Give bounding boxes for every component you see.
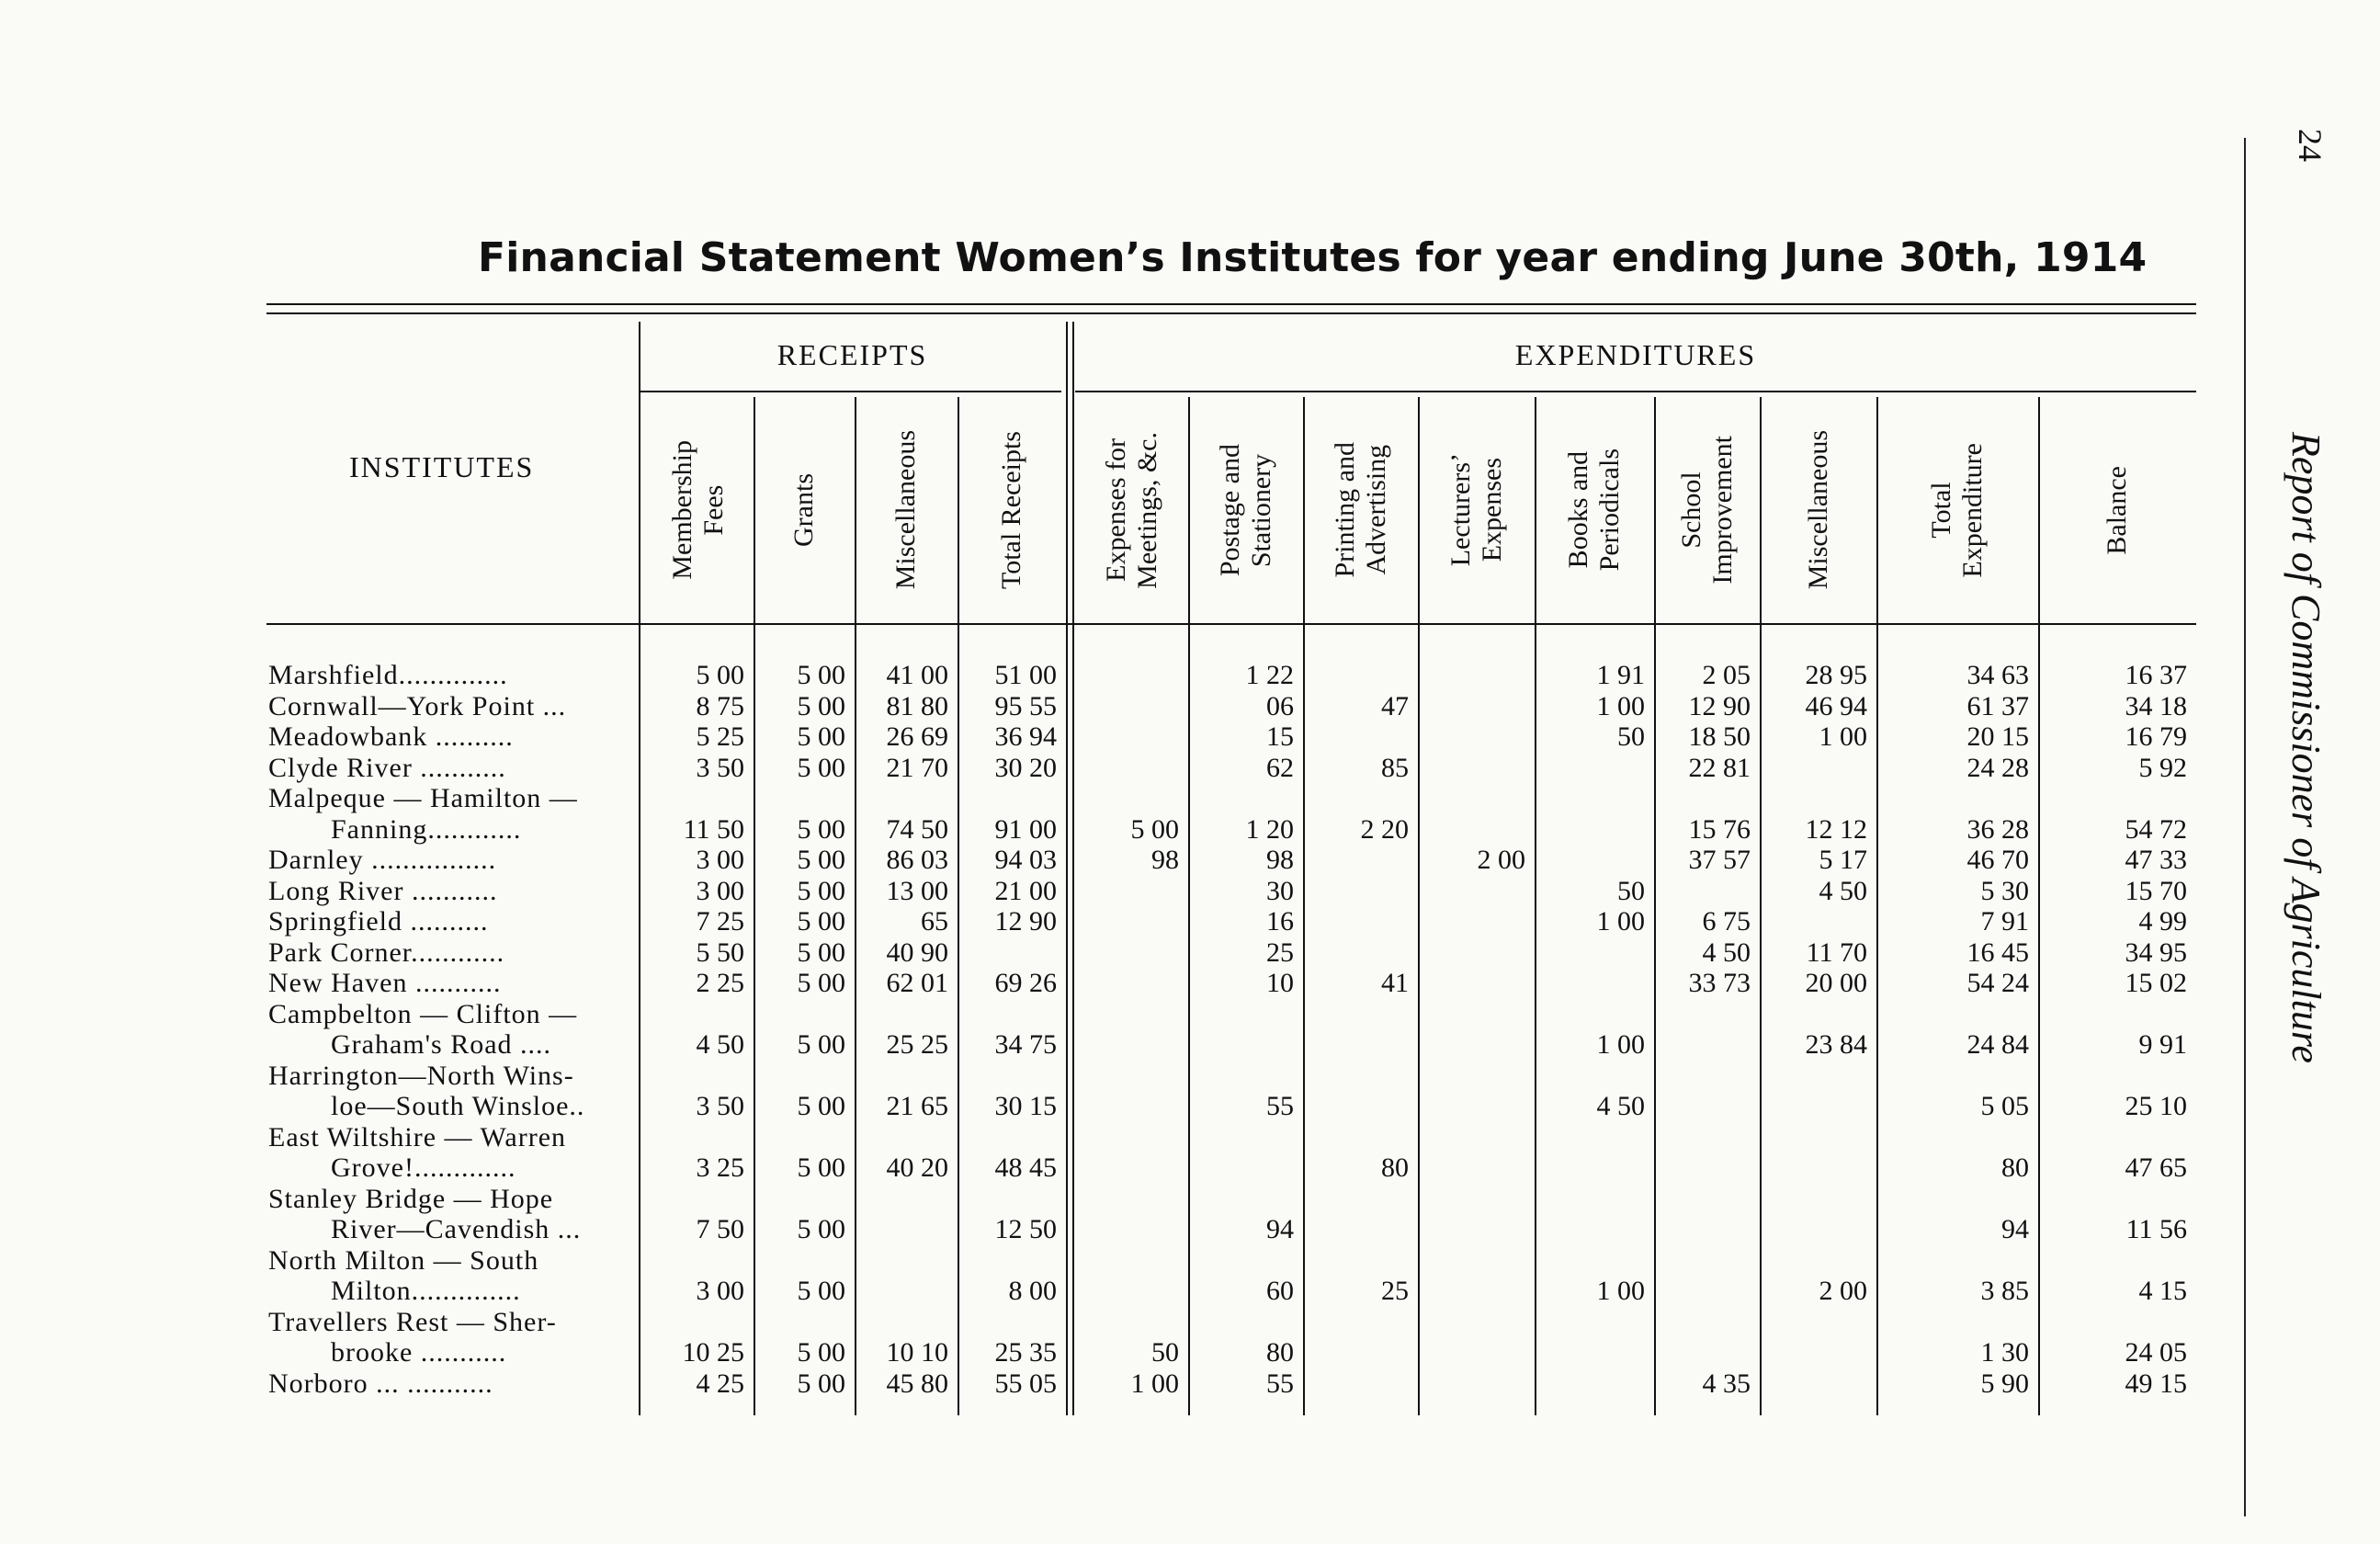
cell-books-periodicals: 50 [1617,721,1645,752]
cell-membership-fees: 5 50 [696,937,744,968]
column-header-label: Lecturers’ Expenses [1445,453,1507,567]
cell-total-receipts: 12 50 [994,1214,1057,1244]
cell-meeting-expenses: 98 [1151,845,1179,875]
cell-postage-stationery: 98 [1266,845,1294,875]
column-divider [1066,322,1068,1415]
institute-name: North Milton — South [268,1244,539,1276]
cell-receipts-misc: 74 50 [886,813,948,845]
cell-expenditure-misc: 23 84 [1805,1029,1867,1060]
cell-total-expenditure: 61 37 [1966,690,2029,721]
column-header-label: Total Receipts [996,430,1026,590]
cell-school-improvement: 33 73 [1688,968,1751,998]
column-header-grants [754,404,855,616]
institute-name: Harrington—North Wins- [268,1060,574,1091]
cell-grants: 5 00 [797,1152,845,1183]
cell-total-expenditure: 46 70 [1966,845,2029,875]
cell-receipts-misc: 21 70 [886,752,948,783]
page-title: Financial Statement Women’s Institutes for year ending June 30th, 1914 [478,234,2148,281]
cell-receipts-misc: 25 25 [886,1029,948,1060]
cell-postage-stationery: 10 [1266,968,1294,998]
cell-total-expenditure: 16 45 [1966,937,2029,968]
column-header-label: Books and Periodicals [1563,448,1625,572]
cell-receipts-misc: 81 80 [886,690,948,721]
cell-receipts-misc: 65 [921,906,948,937]
column-header-label: Membership Fees [667,440,729,580]
column-header-total-expenditure [1876,404,2038,616]
cell-printing-advertising: 85 [1381,752,1409,783]
cell-total-receipts: 48 45 [994,1152,1057,1183]
institute-name: Park Corner............ [268,937,505,968]
cell-receipts-misc: 21 65 [886,1091,948,1121]
column-header-lecturers-expenses [1418,404,1535,616]
cell-total-receipts: 95 55 [994,690,1057,721]
cell-school-improvement: 6 75 [1702,906,1751,937]
institute-name: loe—South Winsloe.. [331,1091,585,1121]
cell-total-receipts: 36 94 [994,721,1057,752]
institute-name: Malpeque — Hamilton — [268,783,578,813]
cell-receipts-misc: 10 10 [886,1337,948,1368]
margin-line [2244,138,2246,1516]
cell-postage-stationery: 62 [1266,752,1294,783]
cell-membership-fees: 8 75 [696,690,744,721]
cell-total-expenditure: 1 30 [1980,1337,2029,1368]
cell-printing-advertising: 41 [1381,968,1409,998]
cell-grants: 5 00 [797,690,845,721]
cell-school-improvement: 4 35 [1702,1368,1751,1399]
cell-meeting-expenses: 1 00 [1130,1368,1179,1399]
institute-name: East Wiltshire — Warren [268,1121,567,1152]
cell-membership-fees: 4 25 [696,1368,744,1399]
institute-name: Long River ........... [268,875,498,906]
cell-school-improvement: 15 76 [1688,813,1751,845]
cell-balance: 34 95 [2125,937,2187,968]
cell-total-receipts: 8 00 [1008,1276,1057,1306]
cell-total-expenditure: 3 85 [1980,1276,2029,1306]
cell-balance: 15 02 [2125,968,2187,998]
cell-balance: 34 18 [2125,690,2187,721]
cell-membership-fees: 3 00 [696,1276,744,1306]
receipts-underline [639,391,1061,392]
cell-expenditure-misc: 46 94 [1805,690,1867,721]
cell-expenditure-misc: 28 95 [1805,660,1867,690]
column-header-label: Grants [788,473,819,547]
cell-membership-fees: 2 25 [696,968,744,998]
cell-books-periodicals: 1 00 [1596,690,1645,721]
cell-postage-stationery: 30 [1266,875,1294,906]
cell-total-receipts: 30 15 [994,1091,1057,1121]
cell-grants: 5 00 [797,845,845,875]
cell-expenditure-misc: 5 17 [1819,845,1867,875]
top-rule-2 [266,312,2196,314]
cell-total-receipts: 21 00 [994,875,1057,906]
cell-printing-advertising: 25 [1381,1276,1409,1306]
cell-grants: 5 00 [797,968,845,998]
institute-name: Cornwall—York Point ... [268,690,567,721]
cell-balance: 54 72 [2125,813,2187,845]
cell-balance: 4 15 [2138,1276,2187,1306]
cell-receipts-misc: 45 80 [886,1368,948,1399]
column-header-label: Balance [2102,465,2132,555]
cell-total-expenditure: 5 30 [1980,875,2029,906]
cell-school-improvement: 18 50 [1688,721,1751,752]
cell-total-receipts: 51 00 [994,660,1057,690]
cell-postage-stationery: 80 [1266,1337,1294,1368]
column-header-membership-fees [643,404,754,616]
cell-school-improvement: 4 50 [1702,937,1751,968]
cell-postage-stationery: 55 [1266,1368,1294,1399]
column-header-label: School Improvement [1675,436,1738,585]
cell-grants: 5 00 [797,1091,845,1121]
cell-receipts-misc: 62 01 [886,968,948,998]
cell-lecturers-expenses: 2 00 [1477,845,1525,875]
column-header-label: Miscellaneous [890,430,921,590]
institute-name: Darnley ................ [268,845,497,875]
cell-total-receipts: 91 00 [994,813,1057,845]
cell-receipts-misc: 40 20 [886,1152,948,1183]
cell-meeting-expenses: 5 00 [1130,813,1179,845]
cell-postage-stationery: 25 [1266,937,1294,968]
cell-receipts-misc: 86 03 [886,845,948,875]
cell-balance: 16 79 [2125,721,2187,752]
cell-total-receipts: 55 05 [994,1368,1057,1399]
cell-total-expenditure: 36 28 [1966,813,2029,845]
cell-receipts-misc: 41 00 [886,660,948,690]
cell-expenditure-misc: 4 50 [1819,875,1867,906]
column-header-meeting-expenses [1075,404,1188,616]
institute-name: Milton.............. [331,1276,521,1306]
cell-grants: 5 00 [797,721,845,752]
column-header-label: Printing and Advertising [1329,442,1391,578]
institute-name: Springfield .......... [268,906,489,937]
cell-grants: 5 00 [797,813,845,845]
side-margin [2265,129,2339,1507]
institute-name: Meadowbank .......... [268,721,514,752]
institute-name: Marshfield.............. [268,660,508,690]
cell-balance: 24 05 [2125,1337,2187,1368]
cell-school-improvement: 2 05 [1702,660,1751,690]
top-rule [266,303,2196,305]
cell-books-periodicals: 1 91 [1596,660,1645,690]
cell-balance: 9 91 [2138,1029,2187,1060]
cell-expenditure-misc: 12 12 [1805,813,1867,845]
institute-name: Grove!............. [331,1152,516,1183]
cell-total-receipts: 69 26 [994,968,1057,998]
cell-total-expenditure: 5 90 [1980,1368,2029,1399]
cell-expenditure-misc: 2 00 [1819,1276,1867,1306]
column-header-school-improvement [1654,404,1760,616]
cell-grants: 5 00 [797,1029,845,1060]
cell-total-expenditure: 80 [2001,1152,2029,1183]
institute-name: Norboro ... ........... [268,1368,493,1399]
cell-postage-stationery: 06 [1266,690,1294,721]
cell-balance: 16 37 [2125,660,2187,690]
cell-membership-fees: 7 25 [696,906,744,937]
column-header-label: Total Expenditure [1926,442,1988,578]
cell-membership-fees: 3 00 [696,875,744,906]
cell-balance: 4 99 [2138,906,2187,937]
cell-printing-advertising: 2 20 [1360,813,1409,845]
page-number: 24 [2292,129,2329,162]
cell-receipts-misc: 13 00 [886,875,948,906]
column-header-receipts-misc [855,404,958,616]
cell-expenditure-misc: 11 70 [1806,937,1867,968]
cell-grants: 5 00 [797,875,845,906]
institute-name: Fanning............ [331,813,522,845]
cell-meeting-expenses: 50 [1151,1337,1179,1368]
cell-total-expenditure: 34 63 [1966,660,2029,690]
cell-membership-fees: 5 25 [696,721,744,752]
column-header-label: Expenses for Meetings, &c. [1100,431,1162,589]
cell-books-periodicals: 1 00 [1596,906,1645,937]
cell-expenditure-misc: 1 00 [1819,721,1867,752]
institute-name: Clyde River ........... [268,752,506,783]
cell-total-receipts: 12 90 [994,906,1057,937]
cell-total-expenditure: 54 24 [1966,968,2029,998]
cell-total-expenditure: 24 28 [1966,752,2029,783]
cell-grants: 5 00 [797,906,845,937]
column-header-books-periodicals [1535,404,1654,616]
column-header-balance [2038,404,2196,616]
cell-postage-stationery: 1 22 [1245,660,1294,690]
cell-grants: 5 00 [797,1276,845,1306]
cell-balance: 49 15 [2125,1368,2187,1399]
column-header-postage-stationery [1188,404,1303,616]
cell-total-receipts: 25 35 [994,1337,1057,1368]
cell-balance: 47 65 [2125,1152,2187,1183]
column-header-label: Postage and Stationery [1214,443,1276,577]
cell-school-improvement: 22 81 [1688,752,1751,783]
expenditures-underline [1075,391,2196,392]
cell-grants: 5 00 [797,1368,845,1399]
column-header-printing-advertising [1303,404,1418,616]
column-divider [1072,322,1074,1415]
cell-postage-stationery: 16 [1266,906,1294,937]
cell-postage-stationery: 94 [1266,1214,1294,1244]
institute-name: Travellers Rest — Sher- [268,1306,557,1337]
institute-name: Graham's Road .... [331,1029,552,1060]
column-divider [1303,397,1305,1415]
cell-membership-fees: 11 50 [683,813,744,845]
cell-total-expenditure: 5 05 [1980,1091,2029,1121]
cell-membership-fees: 3 25 [696,1152,744,1183]
cell-grants: 5 00 [797,1214,845,1244]
cell-membership-fees: 4 50 [696,1029,744,1060]
cell-total-expenditure: 20 15 [1966,721,2029,752]
institute-name: River—Cavendish ... [331,1214,582,1244]
cell-school-improvement: 12 90 [1688,690,1751,721]
cell-membership-fees: 5 00 [696,660,744,690]
cell-balance: 5 92 [2138,752,2187,783]
cell-expenditure-misc: 20 00 [1805,968,1867,998]
cell-membership-fees: 3 50 [696,752,744,783]
cell-receipts-misc: 40 90 [886,937,948,968]
institute-name: brooke ........... [331,1337,507,1368]
column-divider [639,322,640,1415]
cell-total-receipts: 94 03 [994,845,1057,875]
cell-total-expenditure: 24 84 [1966,1029,2029,1060]
header-bottom-rule [266,623,2196,625]
cell-membership-fees: 10 25 [682,1337,744,1368]
cell-postage-stationery: 60 [1266,1276,1294,1306]
expenditures-header: EXPENDITURES [1514,338,1757,371]
cell-books-periodicals: 1 00 [1596,1029,1645,1060]
cell-balance: 11 56 [2125,1214,2187,1244]
cell-balance: 25 10 [2125,1091,2187,1121]
receipts-header: RECEIPTS [776,338,928,371]
cell-balance: 47 33 [2125,845,2187,875]
cell-grants: 5 00 [797,937,845,968]
cell-school-improvement: 37 57 [1688,845,1751,875]
institutes-header: INSTITUTES [349,450,535,483]
institute-name: Campbelton — Clifton — [268,998,578,1029]
cell-membership-fees: 7 50 [696,1214,744,1244]
side-running-title: Report of Commissioner of Agriculture [2284,432,2329,1063]
cell-balance: 15 70 [2125,875,2187,906]
cell-membership-fees: 3 00 [696,845,744,875]
cell-postage-stationery: 1 20 [1245,813,1294,845]
cell-printing-advertising: 80 [1381,1152,1409,1183]
cell-postage-stationery: 15 [1266,721,1294,752]
cell-total-receipts: 30 20 [994,752,1057,783]
cell-total-expenditure: 94 [2001,1214,2029,1244]
cell-total-expenditure: 7 91 [1980,906,2029,937]
cell-books-periodicals: 50 [1617,875,1645,906]
cell-printing-advertising: 47 [1381,690,1409,721]
cell-books-periodicals: 1 00 [1596,1276,1645,1306]
cell-grants: 5 00 [797,1337,845,1368]
column-header-total-receipts [958,404,1066,616]
cell-grants: 5 00 [797,752,845,783]
cell-receipts-misc: 26 69 [886,721,948,752]
cell-postage-stationery: 55 [1266,1091,1294,1121]
cell-grants: 5 00 [797,660,845,690]
column-header-label: Miscellaneous [1802,430,1833,590]
column-header-expenditure-misc [1760,404,1876,616]
cell-total-receipts: 34 75 [994,1029,1057,1060]
cell-membership-fees: 3 50 [696,1091,744,1121]
cell-books-periodicals: 4 50 [1596,1091,1645,1121]
institute-name: Stanley Bridge — Hope [268,1183,554,1214]
institute-name: New Haven ........... [268,968,502,998]
column-divider [1418,397,1420,1415]
